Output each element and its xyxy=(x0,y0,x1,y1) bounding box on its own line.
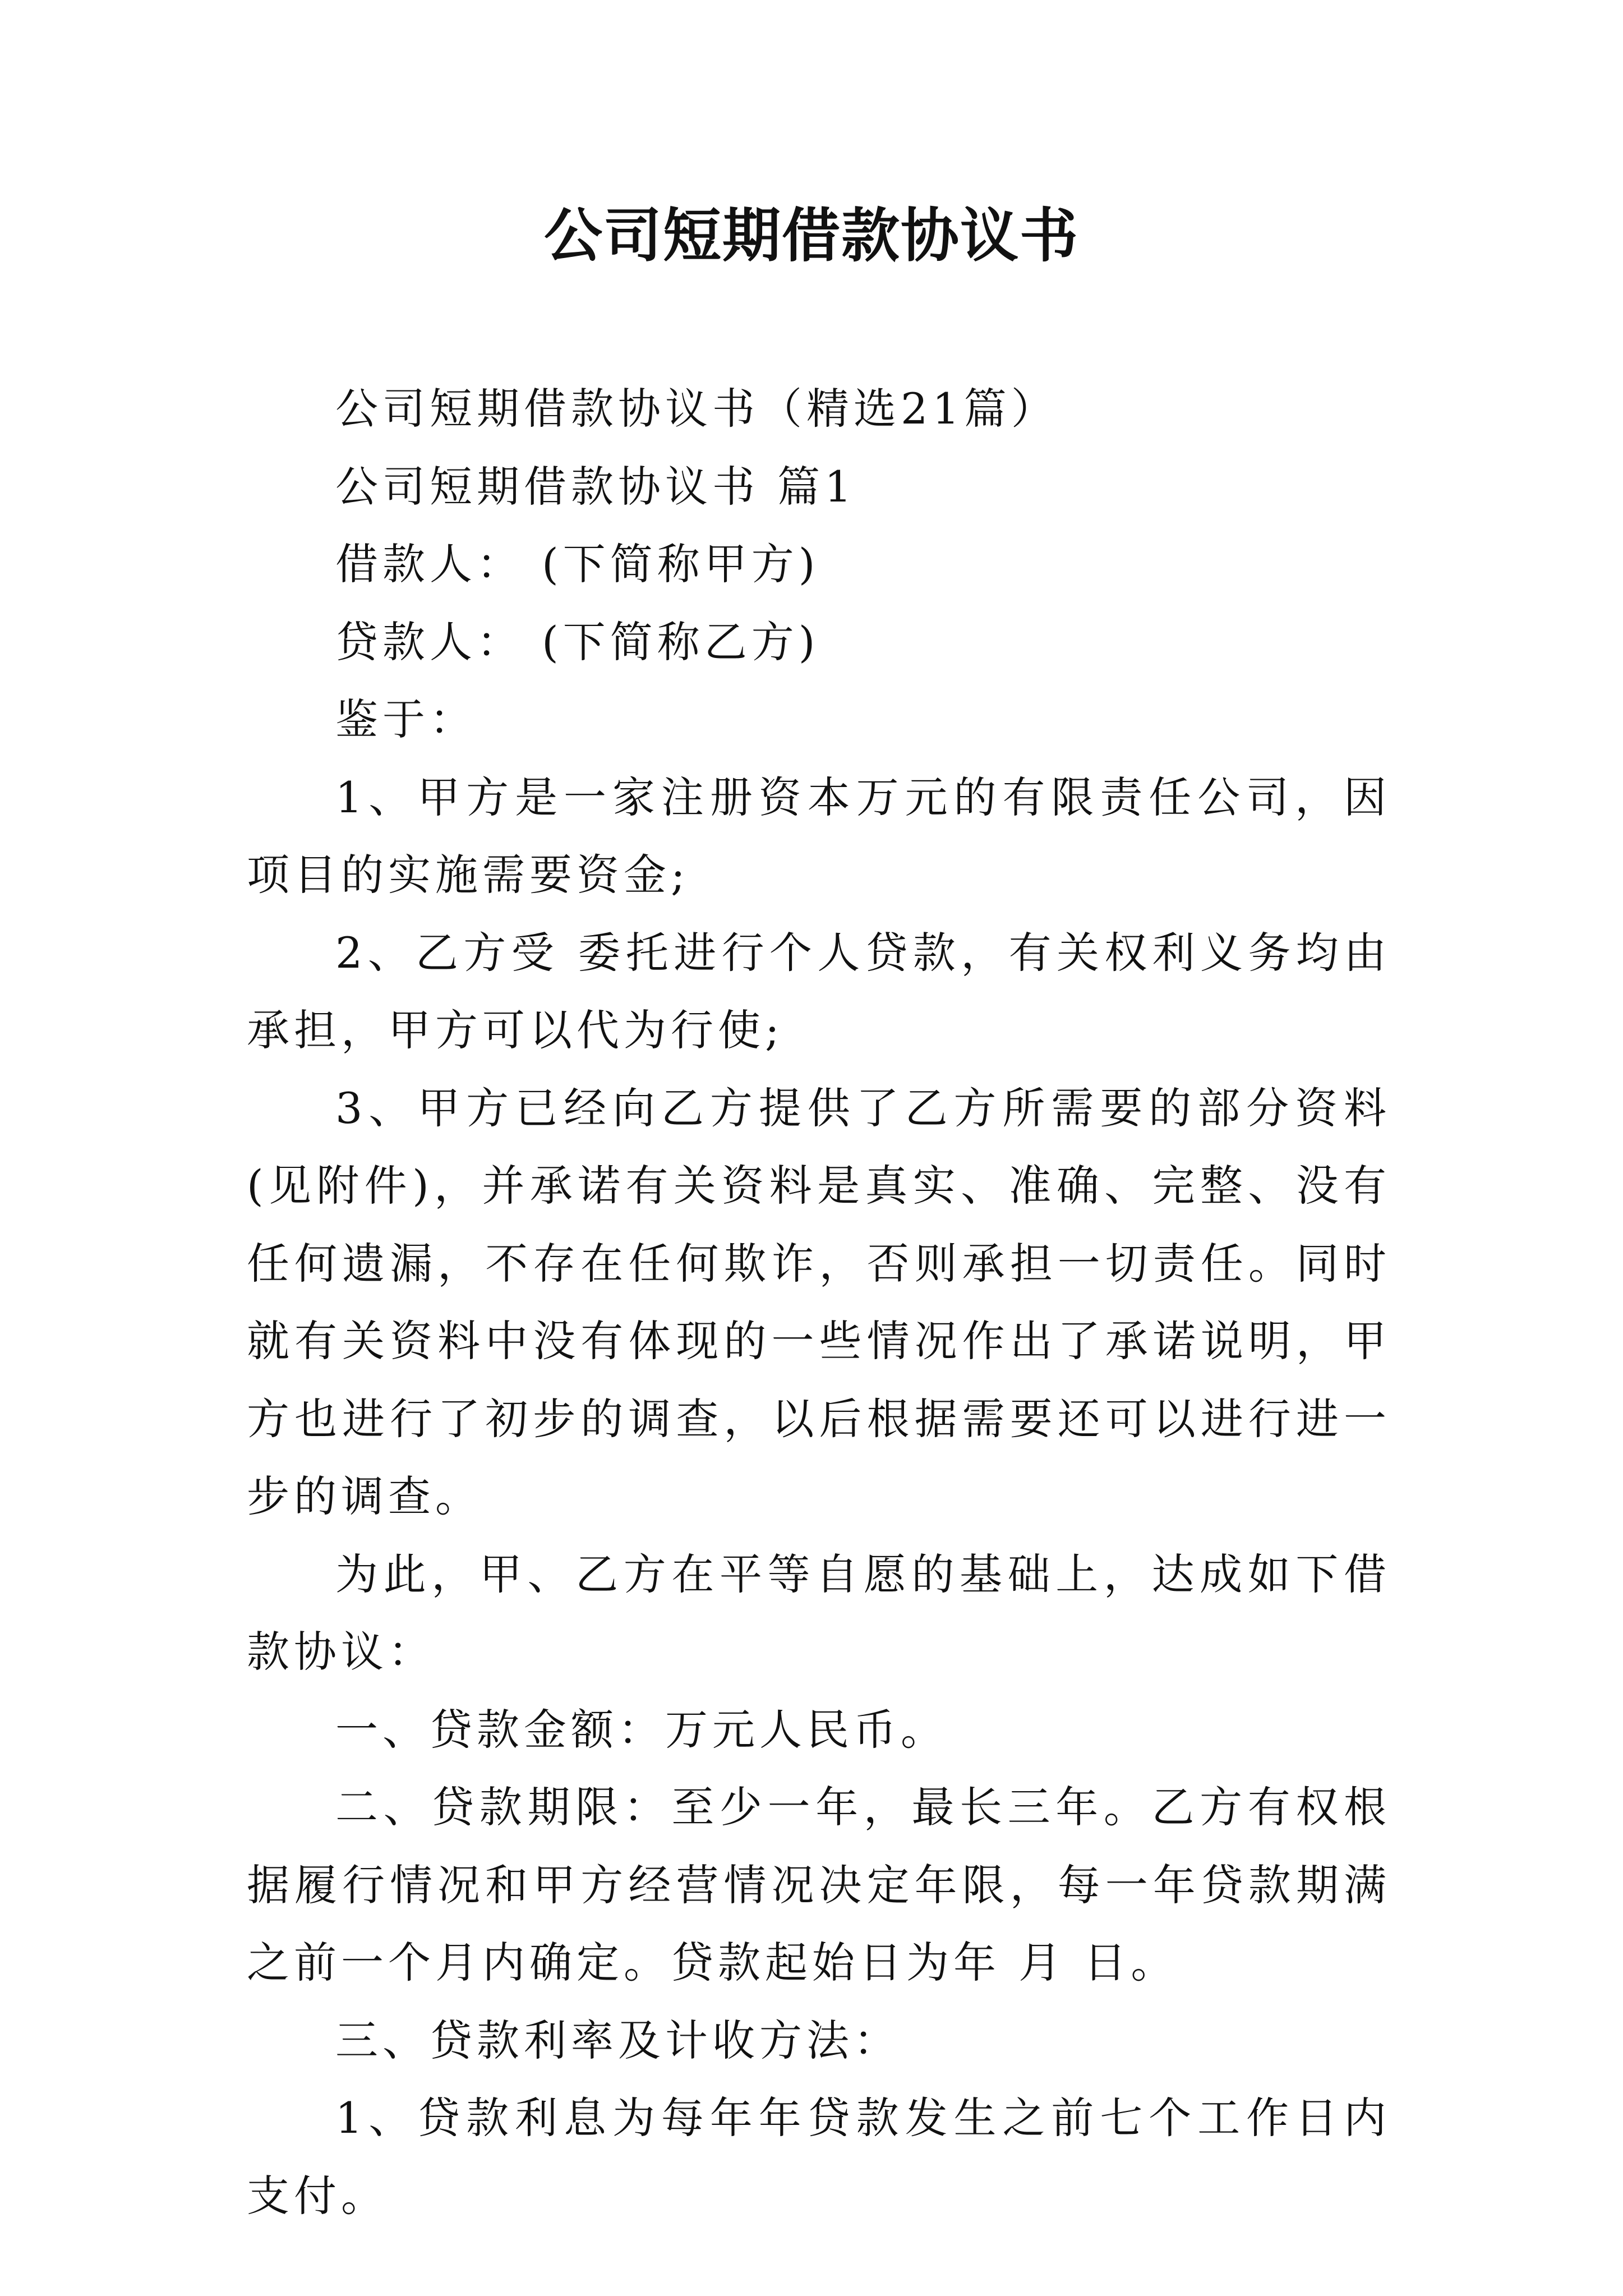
paragraph-article-label: 公司短期借款协议书 篇1 xyxy=(335,461,856,512)
document-body xyxy=(247,370,1391,2235)
paragraph-lender: 贷款人： (下简称乙方) xyxy=(335,616,820,667)
paragraph-whereas: 鉴于： xyxy=(335,694,477,744)
paragraph-interest-item-1: 1、贷款利息为每年年贷款发生之前七个工作日内支付。 xyxy=(247,2093,1391,2221)
paragraph-agreement-intro: 为此，甲、乙方在平等自愿的基础上，达成如下借款协议： xyxy=(247,1549,1391,1677)
paragraph-clause-amount: 一、贷款金额：万元人民币。 xyxy=(335,1704,948,1755)
paragraph-clause-interest: 三、贷款利率及计收方法： xyxy=(335,2015,901,2065)
paragraph-clause-term: 二、贷款期限：至少一年，最长三年。乙方有权根据履行情况和甲方经营情况决定年限，每一年贷款期满之前一个月内确定。贷款起始日为年 月 日。 xyxy=(247,1782,1391,1987)
paragraph-heading: 公司短期借款协议书（精选21篇） xyxy=(335,384,1058,434)
paragraph-borrower: 借款人： (下简称甲方) xyxy=(335,539,820,589)
paragraph-recital-2: 2、乙方受 委托进行个人贷款，有关权利义务均由 承担，甲方可以代为行使; xyxy=(247,927,1391,1055)
document-title: 公司短期借款协议书 xyxy=(543,201,1079,270)
paragraph-recital-3: 3、甲方已经向乙方提供了乙方所需要的部分资料(见附件)，并承诺有关资料是真实、准确、完整、没有任何遗漏，不存在任何欺诈，否则承担一切责任。同时就有关资料中没有体现的一些情况作出了承诺说明，甲方也进行了初步的调查，以后根据需要还可以进行进一步的调查。 xyxy=(247,1083,1391,1521)
paragraph-recital-1: 1、甲方是一家注册资本万元的有限责任公司，因项目的实施需要资金; xyxy=(247,772,1391,900)
